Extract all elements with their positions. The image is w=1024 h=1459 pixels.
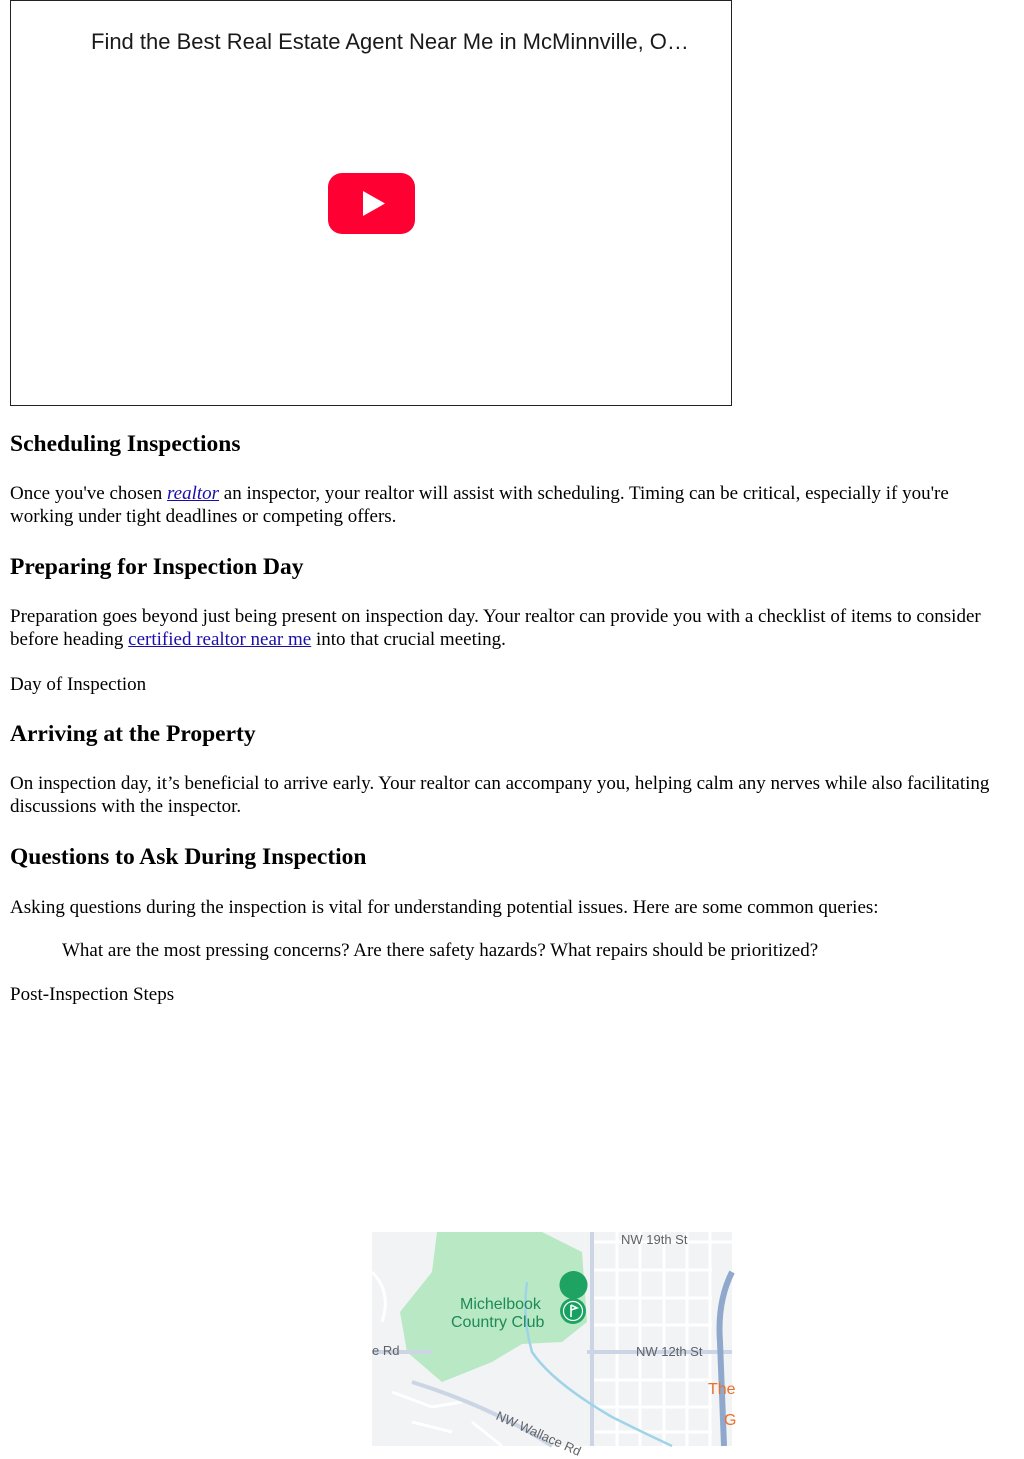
map-label-nw19: NW 19th St: [621, 1232, 688, 1247]
paragraph-preparing: Preparation goes beyond just being present on inspection day. Your realtor can provide you with a checklist of items to consider before heading certified realtor near me into that crucial meeting.: [10, 606, 981, 650]
map-label-club-line1: Michelbook: [460, 1296, 541, 1313]
heading-scheduling-inspections: Scheduling Inspections: [10, 431, 241, 457]
map-canvas[interactable]: [372, 1232, 732, 1446]
certified-realtor-link[interactable]: certified realtor near me: [128, 629, 312, 650]
paragraph-questions: Asking questions during the inspection is vital for understanding potential issues. Here are some common queries:: [10, 897, 879, 918]
heading-preparing-inspection-day: Preparing for Inspection Day: [10, 554, 304, 580]
map-label-g: G: [724, 1412, 737, 1429]
questions-list: What are the most pressing concerns? Are there safety hazards? What repairs should be prioritized?: [62, 940, 819, 961]
realtor-link[interactable]: realtor: [166, 483, 220, 504]
label-post-inspection-steps: Post-Inspection Steps: [10, 984, 175, 1005]
map-label-the: The: [708, 1381, 736, 1398]
map-label-wallace: NW Wallace Rd: [493, 1408, 584, 1459]
paragraph-scheduling: Once you've chosen realtor an inspector, your realtor will assist with scheduling. Timing can be critical, especially if you're working under tight deadlines or competing offers.: [10, 483, 949, 527]
video-title[interactable]: Find the Best Real Estate Agent Near Me in McMinnville, O…: [91, 29, 689, 54]
label-day-of-inspection: Day of Inspection: [10, 674, 147, 695]
youtube-play-icon[interactable]: [328, 173, 415, 234]
heading-questions: Questions to Ask During Inspection: [10, 844, 367, 870]
map-label-club-line2: Country Club: [451, 1314, 545, 1331]
embedded-map[interactable]: [372, 1232, 737, 1459]
map-label-rd: e Rd: [372, 1343, 400, 1358]
paragraph-arriving: On inspection day, it’s beneficial to arrive early. Your realtor can accompany you, helping calm any nerves while also facilitating discussions with the inspector.: [10, 773, 990, 817]
heading-arriving-property: Arriving at the Property: [10, 721, 256, 747]
video-embed[interactable]: [10, 0, 732, 406]
map-label-nw12: NW 12th St: [636, 1344, 703, 1359]
